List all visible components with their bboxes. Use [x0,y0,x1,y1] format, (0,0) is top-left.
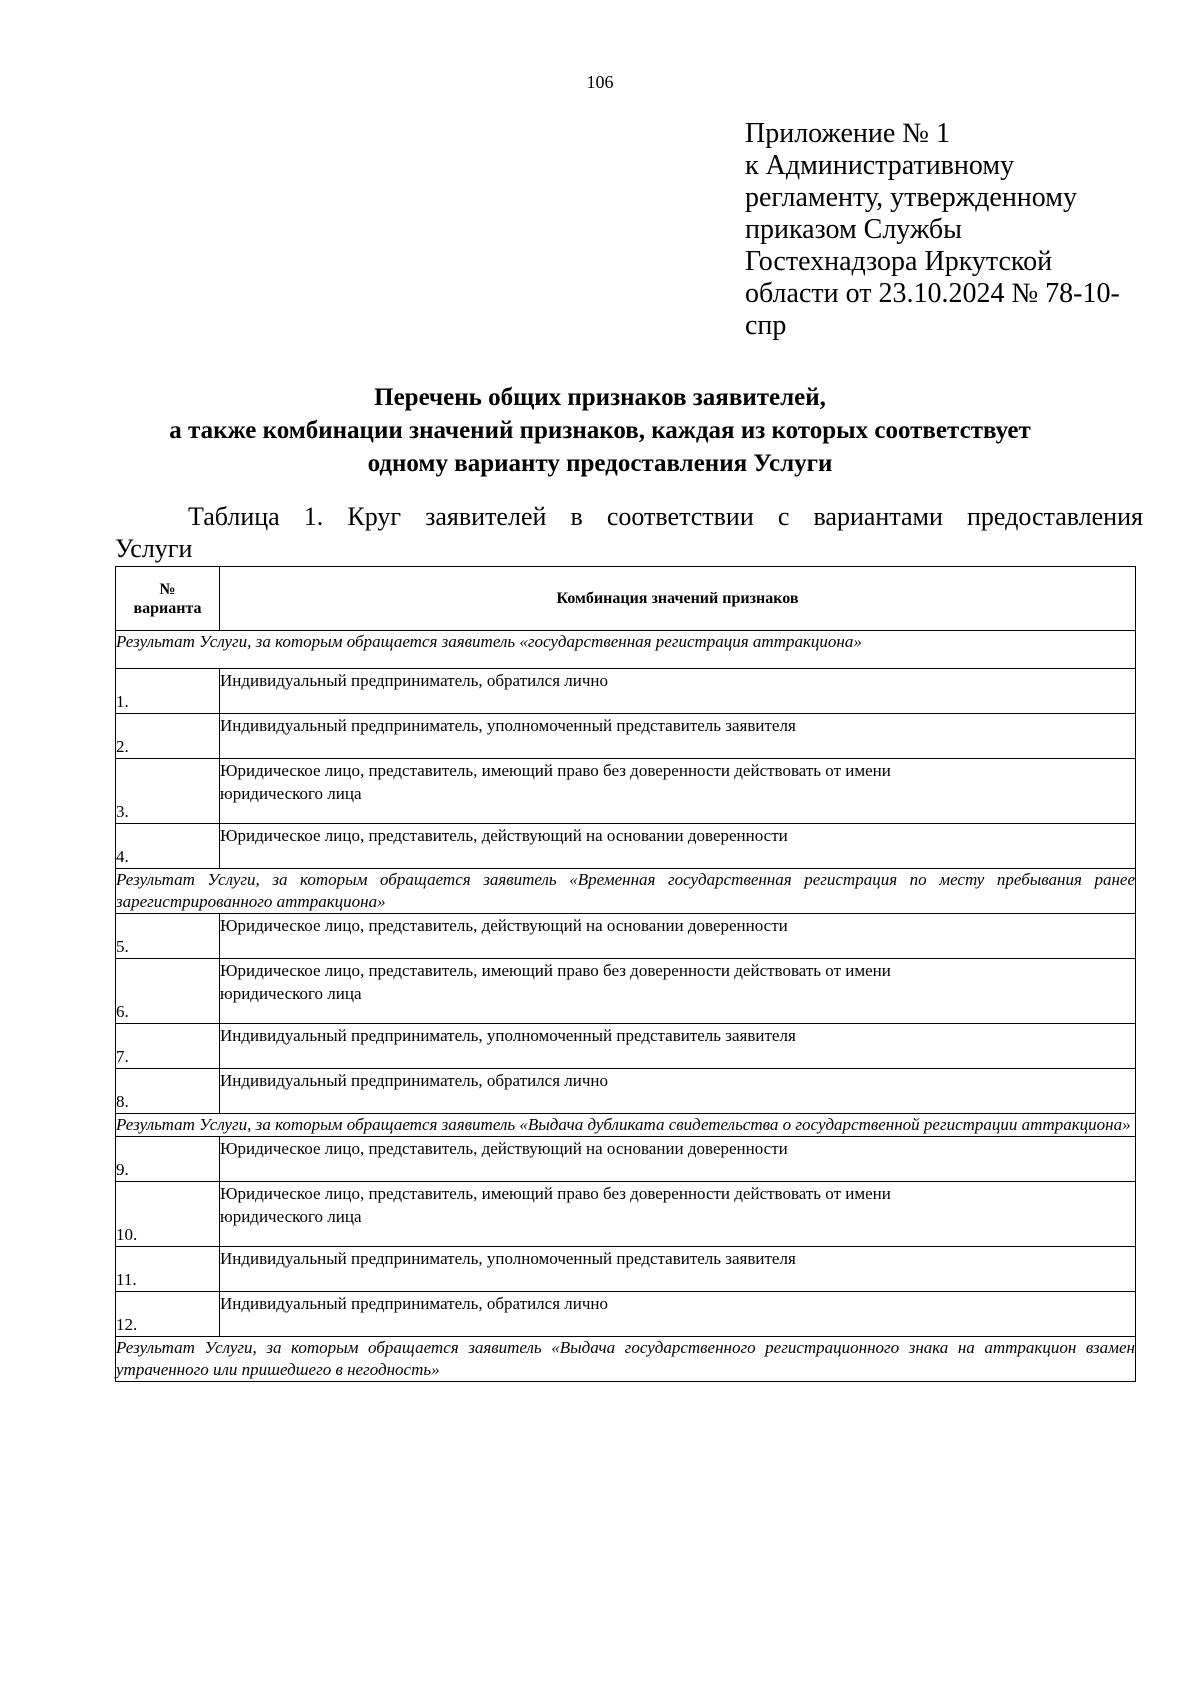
header-variant-label: варианта [133,599,202,617]
appendix-line: к Административному [745,150,1015,181]
description-line: Юридическое лицо, представитель, имеющий право без доверенности действовать от имени [220,761,891,780]
table-header-row [116,567,1136,631]
header-number-sign: № [159,580,176,598]
description-line: юридического лица [220,784,362,803]
appendix-line: области от 23.10.2024 № 78-10- [745,278,1120,309]
caption-line-1 [115,501,1143,533]
group-header-row [116,631,1136,669]
table-row [116,914,1136,959]
title-line: одному варианту предоставления Услуги [367,450,833,477]
table-row [116,824,1136,869]
appendix-line: Приложение № 1 [745,118,950,149]
variants-table [115,566,1136,1382]
description-line: юридического лица [220,1207,362,1226]
table-row [116,1247,1136,1292]
caption-word: вариантами [813,502,943,531]
variant-description [220,759,1136,824]
variant-number: 1. [116,669,220,714]
description-line: юридического лица [220,984,362,1003]
variant-description [220,824,1136,869]
variant-description [220,1137,1136,1182]
table-row [116,1024,1136,1069]
variant-description [220,959,1136,1024]
group-title: Результат Услуги, за которым обращается заявитель «государственная регистрация аттракциона» [116,631,1136,669]
caption-word: соответствии [606,502,754,531]
table-row [116,959,1136,1024]
variant-number: 12. [116,1292,220,1337]
caption-word: Круг [347,502,402,531]
variant-description [220,1292,1136,1337]
description-line: Юридическое лицо, представитель, действующий на основании доверенности [220,826,788,845]
description-line: Индивидуальный предприниматель, уполномоченный представитель заявителя [220,1249,796,1268]
caption-word: предоставления [966,502,1143,531]
variant-number: 3. [116,759,220,824]
title-line: а также комбинации значений признаков, каждая из которых соответствует [169,417,1031,444]
description-line: Индивидуальный предприниматель, уполномоченный представитель заявителя [220,1026,796,1045]
group-header-row [116,869,1136,914]
table-row [116,759,1136,824]
table-row [116,1182,1136,1247]
caption-word: 1. [303,502,324,531]
group-title: Результат Услуги, за которым обращается заявитель «Выдача государственного регистрационного знака на аттракцион взамен утраченного или пришедшего в негодность» [116,1337,1136,1382]
group-title: Результат Услуги, за которым обращается заявитель «Временная государственная регистрация по месту пребывания ранее зарегистрированного аттракциона» [116,869,1136,914]
appendix-note [745,118,1145,342]
variant-description [220,669,1136,714]
caption-word: заявителей [425,502,547,531]
variant-description [220,1069,1136,1114]
caption-word: в [570,502,583,531]
title-line: Перечень общих признаков заявителей, [374,384,826,411]
document-title [0,381,1200,480]
caption-word: с [777,502,790,531]
description-line: Индивидуальный предприниматель, уполномоченный представитель заявителя [220,716,796,735]
variant-number: 8. [116,1069,220,1114]
description-line: Индивидуальный предприниматель, обратился лично [220,1071,608,1090]
variant-number: 7. [116,1024,220,1069]
variant-number: 2. [116,714,220,759]
variant-number: 4. [116,824,220,869]
variant-number: 6. [116,959,220,1024]
group-header-row [116,1114,1136,1137]
description-line: Юридическое лицо, представитель, действующий на основании доверенности [220,1139,788,1158]
caption-line-2: Услуги [115,534,193,563]
header-combination: Комбинация значений признаков [220,567,1136,631]
variant-description [220,714,1136,759]
table-caption [115,501,1143,565]
header-variant-number [116,567,220,631]
table-row [116,714,1136,759]
table-row [116,1292,1136,1337]
appendix-line: регламенту, утвержденному [745,182,1077,213]
variant-number: 9. [116,1137,220,1182]
appendix-line: приказом Службы [745,214,962,245]
variant-number: 5. [116,914,220,959]
description-line: Юридическое лицо, представитель, имеющий право без доверенности действовать от имени [220,1184,891,1203]
table-row [116,1137,1136,1182]
caption-word: Таблица [188,502,280,531]
description-line: Юридическое лицо, представитель, действующий на основании доверенности [220,916,788,935]
description-line: Юридическое лицо, представитель, имеющий право без доверенности действовать от имени [220,961,891,980]
table-row [116,1069,1136,1114]
group-title: Результат Услуги, за которым обращается заявитель «Выдача дубликата свидетельства о государственной регистрации аттракциона» [116,1114,1136,1137]
description-line: Индивидуальный предприниматель, обратился лично [220,1294,608,1313]
page-number: 106 [586,72,614,92]
variant-description [220,1182,1136,1247]
appendix-line: Гостехнадзора Иркутской [745,246,1053,277]
group-header-row [116,1337,1136,1382]
variant-number: 10. [116,1182,220,1247]
variant-description [220,914,1136,959]
appendix-line: спр [745,310,787,341]
description-line: Индивидуальный предприниматель, обратился лично [220,671,608,690]
table-row [116,669,1136,714]
variant-description [220,1024,1136,1069]
variant-number: 11. [116,1247,220,1292]
variant-description [220,1247,1136,1292]
